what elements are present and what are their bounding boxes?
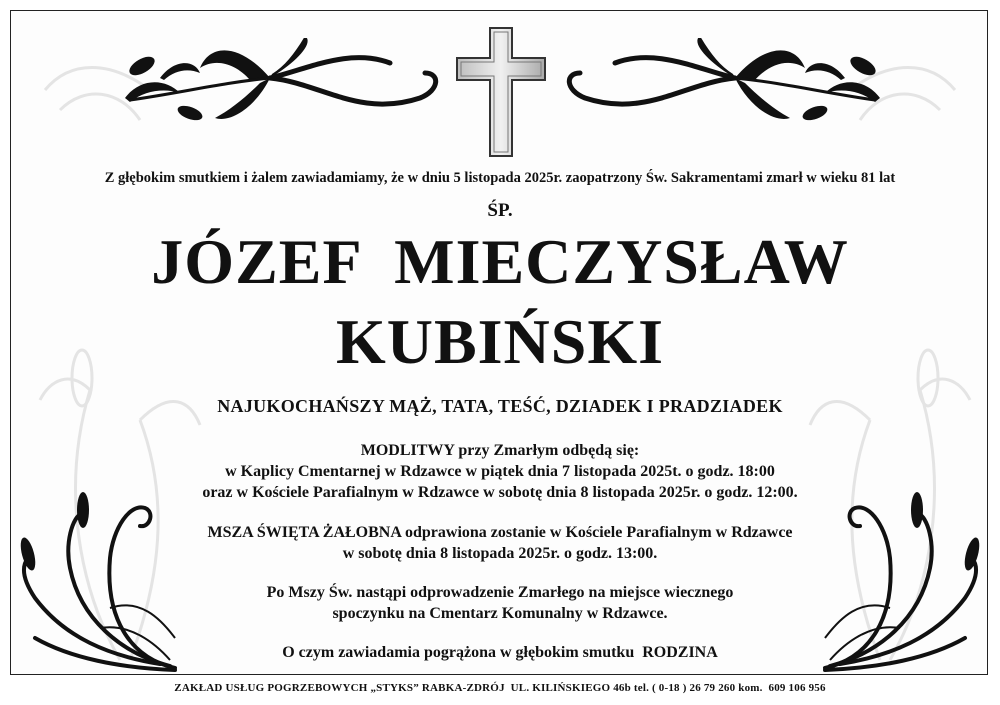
procession-line-2: spoczynku na Cmentarz Komunalny w Rdzawce. [332,605,668,622]
closing-line: O czym zawiadamia pogrążona w głębokim smutku RODZINA [282,644,718,661]
deceased-name-first: JÓZEF MIECZYSŁAW [151,226,849,297]
prayers-heading: MODLITWY przy Zmarłym odbędą się: [360,442,640,459]
prayers-chapel: w Kaplicy Cmentarnej w Rdzawce w piątek dnia 7 listopada 2025t. o godz. 18:00 [225,463,775,480]
mass-line-2: w sobotę dnia 8 listopada 2025r. o godz. 13:00. [342,545,658,562]
intro-text: Z głębokim smutkiem i żalem zawiadamiamy, że w dniu 5 listopada 2025r. zaopatrzony Św. Sakramentami zmarł w wieku 81 lat [104,170,896,186]
prayers-church: oraz w Kościele Parafialnym w Rdzawce w sobotę dnia 8 listopada 2025r. o godz. 12:00. [202,484,798,501]
mass-line-1: MSZA ŚWIĘTA ŻAŁOBNA odprawiona zostanie w Kościele Parafialnym w Rdzawce [207,524,793,541]
cross-icon [455,26,547,158]
procession-section [20,582,980,624]
funeral-mass-section [20,522,980,564]
deceased-name-last: KUBIŃSKI [335,306,665,377]
floral-flourish-left-icon [120,38,450,133]
procession-line-1: Po Mszy Św. nastąpi odprowadzenie Zmarłego na miejsce wiecznego [266,584,734,601]
family-relations: NAJUKOCHAŃSZY MĄŻ, TATA, TEŚĆ, DZIADEK I PRADZIADEK [217,396,783,416]
honorific: ŚP. [487,200,513,221]
prayers-section [20,440,980,503]
floral-flourish-right-icon [555,38,885,133]
funeral-home-footer: ZAKŁAD USŁUG POGRZEBOWYCH „STYKS” RABKA-ZDRÓJ UL. KILIŃSKIEGO 46b tel. ( 0-18 ) 26 79 260 kom. 609 106 956 [174,682,826,694]
